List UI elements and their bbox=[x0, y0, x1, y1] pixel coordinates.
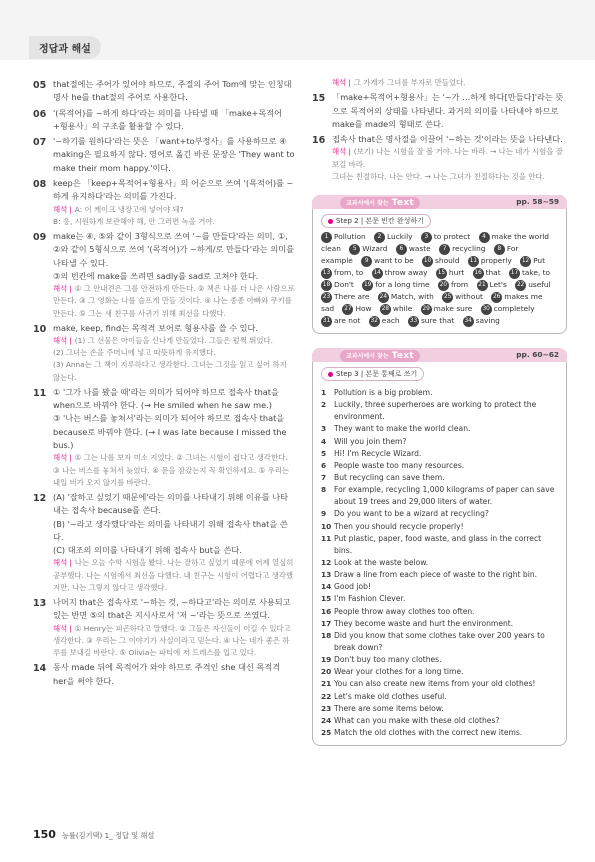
sentence-text: Hi! I'm Recycle Wizard. bbox=[334, 448, 422, 458]
blank-answer-text: from, to bbox=[334, 268, 364, 277]
blank-answer-text: take, to bbox=[521, 268, 551, 277]
sentence-text: Don't buy too many clothes. bbox=[334, 655, 442, 665]
header-band bbox=[0, 0, 595, 60]
answer-item bbox=[33, 135, 295, 175]
bullet-dot-icon bbox=[328, 372, 333, 377]
blank-answer-text: Match, with bbox=[390, 292, 434, 301]
step-label bbox=[321, 367, 424, 381]
blank-answer-text: useful bbox=[528, 280, 551, 289]
answer-item bbox=[33, 177, 295, 228]
sentence-row bbox=[321, 448, 558, 460]
text-tag-title: Text bbox=[391, 351, 415, 361]
blank-number: 30 bbox=[481, 304, 492, 315]
sentence-number: 25 bbox=[321, 727, 332, 737]
page-footer bbox=[33, 828, 154, 841]
blank-number: 28 bbox=[380, 304, 391, 315]
sentence-text: For example, recycling 1,000 kilograms of paper can save about 19 trees and 29,000 liters of water. bbox=[334, 485, 555, 507]
sentence-row bbox=[321, 581, 558, 593]
item-explanation: 나머지 that은 접속사로 '~하는 것, ~하다고'라는 의미로 사용되고 있는 반면 ⑤의 that은 지시사로서 '저 ~'라는 뜻으로 쓰였다. bbox=[53, 597, 291, 621]
blank-number: 17 bbox=[509, 268, 520, 279]
blank-answer bbox=[477, 280, 507, 289]
sentence-number: 24 bbox=[321, 715, 332, 725]
sentence-text: People waste too many resources. bbox=[334, 460, 465, 470]
blank-answer bbox=[442, 292, 483, 301]
answer-item bbox=[33, 322, 295, 384]
blank-answer-text: clean bbox=[321, 244, 341, 253]
sentence-text: Match the old clothes with the correct new items. bbox=[334, 727, 523, 737]
item-explanation: make, keep, find는 목적격 보어로 형용사를 쓸 수 있다. bbox=[53, 322, 259, 333]
step-title: Step 3 | 본문 통째로 쓰기 bbox=[336, 370, 418, 378]
blank-answer-text: throw away bbox=[384, 268, 428, 277]
item-explanation: '(목적어)를 ~하게 하다'라는 의미를 나타낼 때 「make+목적어+형용사」의 구조를 활용할 수 있다. bbox=[53, 107, 283, 131]
blank-number: 22 bbox=[515, 280, 526, 291]
section-title: 정답과 해설 bbox=[29, 36, 101, 59]
blank-answer-text: each bbox=[381, 316, 400, 325]
blank-answer bbox=[378, 292, 434, 301]
sentence-number: 9 bbox=[321, 509, 327, 519]
answer-item bbox=[33, 230, 295, 320]
page-range: pp. 60~62 bbox=[516, 350, 559, 359]
blank-number: 11 bbox=[468, 256, 479, 267]
translation bbox=[53, 283, 295, 320]
translation-text: ① 그는 나를 보자 미소 지었다. ② 그녀는 시험이 쉽다고 생각한다. ③ 나는 버스를 놓쳐서 늦었다. ④ 문을 잠갔는지 꼭 확인하세요. ⑤ 우리는 내일 비가 오지 않기를 바란다. bbox=[53, 453, 290, 487]
blank-answer bbox=[321, 304, 334, 313]
blank-answer-text: For bbox=[506, 244, 519, 253]
blank-number: 21 bbox=[477, 280, 488, 291]
translation-text: ① Henry는 피곤하다고 말했다. ② 그들은 자신들이 이길 수 있다고 생각한다. ③ 우리는 그 이야기가 사실이라고 믿는다. ④ 나는 네가 좋은 하루를 보내길 바란다. ⑤ Olivia는 파티에 저 드레스를 입고 있다. bbox=[53, 623, 291, 658]
blank-answer bbox=[515, 280, 550, 289]
text-tag-title: Text bbox=[391, 198, 415, 208]
blank-answer-text: want to be bbox=[374, 256, 414, 265]
blank-answer-text: Pollution bbox=[334, 232, 366, 241]
blank-answer bbox=[473, 268, 501, 277]
sentence-row bbox=[321, 484, 558, 508]
translation-text: A: 이 케이크 냉장고에 넣어야 돼? B: 응, 시원하게 보관해야 해, 안 그러면 녹을 거야. bbox=[53, 204, 215, 226]
divider: | bbox=[69, 336, 72, 346]
blank-answer bbox=[321, 316, 360, 325]
item-number: 07 bbox=[33, 137, 47, 149]
sentence-row bbox=[321, 521, 558, 533]
sentence-text: You can also create new items from your old clothes! bbox=[334, 679, 536, 689]
answer-item bbox=[33, 386, 295, 489]
sentence-number: 7 bbox=[321, 472, 327, 482]
right-items bbox=[312, 91, 567, 183]
item-explanation: '~하기를 원하다'라는 뜻은 「want+to부정사」를 사용하므로 ④ making은 필요하지 않다. 영어로 옮긴 바른 문장은 'They want to make their mom happy.'이다. bbox=[53, 136, 295, 173]
blank-answer bbox=[422, 256, 460, 265]
blank-number: 8 bbox=[494, 244, 505, 255]
divider: | bbox=[69, 558, 72, 568]
sentence-row bbox=[321, 436, 558, 448]
blank-answer-text: How bbox=[355, 304, 372, 313]
translation bbox=[53, 204, 295, 228]
text-box-step3 bbox=[312, 348, 567, 746]
blank-answer-text: Let's bbox=[489, 280, 507, 289]
sentence-row bbox=[321, 593, 558, 605]
sentence-number: 3 bbox=[321, 424, 327, 434]
blank-number: 18 bbox=[321, 280, 332, 291]
blank-answer bbox=[321, 232, 366, 241]
blank-answer bbox=[321, 256, 353, 265]
blank-answer bbox=[509, 268, 550, 277]
blank-answer bbox=[520, 256, 545, 265]
sentence-text: Let's make old clothes useful. bbox=[334, 691, 447, 701]
sentence-text: I'm Fashion Clever. bbox=[334, 594, 406, 604]
text-box-header bbox=[312, 195, 567, 209]
blank-answer-text: recycling bbox=[452, 244, 486, 253]
textbook-tag-label: 교과서에서 찾는 bbox=[346, 353, 389, 360]
page-range: pp. 58~59 bbox=[516, 197, 559, 206]
sentence-row bbox=[321, 606, 558, 618]
step-label bbox=[321, 214, 431, 228]
sentence-text: But recycling can save them. bbox=[334, 472, 445, 482]
blank-number: 6 bbox=[396, 244, 407, 255]
sentence-text: Pollution is a big problem. bbox=[334, 388, 433, 397]
translation-label: 해석 bbox=[53, 453, 68, 463]
item-number: 11 bbox=[33, 387, 47, 399]
blank-answer-text: to protect bbox=[433, 232, 471, 241]
translation-label: 해석 bbox=[53, 558, 68, 568]
sentence-text: Look at the waste below. bbox=[334, 557, 429, 567]
item-explanation: (A) '잘하고 싶었기 때문에'라는 의미를 나타내기 위해 이유를 나타내는 접속사 because를 쓴다. (B) '~라고 생각했다'라는 의미를 나타내기 위해 접속사 that을 쓴다. (C) 대조의 의미를 나타내기 위해 접속사 but을 쓴다. bbox=[53, 491, 289, 556]
sentence-number: 21 bbox=[321, 679, 332, 689]
blank-answer bbox=[408, 316, 454, 325]
item-explanation: that절에는 주어가 있어야 하므로, 주절의 주어 Tom에 맞는 인칭대명사 he를 that절의 주어로 사용한다. bbox=[53, 79, 292, 103]
sentence-row bbox=[321, 654, 558, 666]
divider: | bbox=[69, 284, 72, 294]
sentence-number: 8 bbox=[321, 485, 327, 495]
blank-answer bbox=[421, 304, 473, 313]
item-explanation: keep은 「keep+목적어+형용사」의 어순으로 쓰여 '(목적어)를 ~하게 유지하다'라는 의미를 가진다. bbox=[53, 177, 294, 202]
bullet-dot-icon bbox=[328, 219, 333, 224]
blank-answer bbox=[321, 280, 354, 289]
blank-answer-text: while bbox=[392, 304, 413, 313]
item-explanation: 「make+목적어+형용사」는 '~가 …하게 하다[만들다]'라는 뜻으로 목적어의 상태를 나타낸다. 과거의 의미를 나타내야 하므로 make를 made의 형태로 쓴다. bbox=[332, 92, 564, 129]
blank-number: 25 bbox=[442, 292, 453, 303]
sentence-text: Did you know that some clothes take over 200 years to break down? bbox=[334, 630, 545, 652]
sentence-row bbox=[321, 630, 558, 654]
answer-item bbox=[33, 78, 295, 105]
sentence-row bbox=[321, 569, 558, 581]
divider: | bbox=[69, 204, 72, 214]
blank-answer-text: without bbox=[455, 292, 483, 301]
sentence-number: 19 bbox=[321, 655, 332, 665]
sentence-number: 15 bbox=[321, 594, 332, 604]
sentence-row bbox=[321, 533, 558, 557]
blank-answer bbox=[479, 232, 549, 241]
sentence-row bbox=[321, 423, 558, 435]
sentence-text: They become waste and hurt the environment. bbox=[334, 618, 514, 628]
blank-number: 13 bbox=[321, 268, 332, 279]
blank-answer-text: example bbox=[321, 256, 353, 265]
sentence-row bbox=[321, 678, 558, 690]
translation-label: 해석 bbox=[53, 623, 68, 633]
sentence-number: 13 bbox=[321, 570, 332, 580]
blank-answer bbox=[421, 232, 470, 241]
blank-answer-text: that bbox=[485, 268, 501, 277]
sentence-row bbox=[321, 691, 558, 703]
sentence-number: 14 bbox=[321, 582, 332, 592]
blank-answer-text: Don't bbox=[334, 280, 354, 289]
sentence-row bbox=[321, 703, 558, 715]
textbook-tag-label: 교과서에서 찾는 bbox=[346, 200, 389, 207]
sentence-text: What can you make with these old clothes? bbox=[334, 715, 500, 725]
blank-answer bbox=[491, 292, 542, 301]
sentence-row bbox=[321, 618, 558, 630]
blank-answer-text: saving bbox=[475, 316, 500, 325]
blank-answer bbox=[342, 304, 371, 313]
translation-14: 해석 | 그 가게가 그녀를 부자로 만들었다. bbox=[332, 78, 466, 87]
answer-item bbox=[33, 107, 295, 134]
blank-number: 24 bbox=[378, 292, 389, 303]
item-explanation: 동사 made 뒤에 목적어가 와야 하므로 주격인 she 대신 목적격 her을 써야 한다. bbox=[53, 662, 281, 686]
item-number: 16 bbox=[312, 135, 326, 147]
blank-number: 34 bbox=[463, 316, 474, 327]
blank-number: 15 bbox=[436, 268, 447, 279]
blank-answer-text: make sure bbox=[433, 304, 473, 313]
sentence-number: 6 bbox=[321, 460, 327, 470]
sentence-number: 20 bbox=[321, 667, 332, 677]
sentence-list bbox=[321, 387, 558, 739]
divider: | bbox=[348, 147, 351, 157]
blank-number: 1 bbox=[321, 232, 332, 243]
translation-label: 해석 bbox=[53, 336, 68, 346]
blank-answer bbox=[494, 244, 519, 253]
blank-answer-text: make the world bbox=[491, 232, 549, 241]
text-box-step2 bbox=[312, 195, 567, 334]
sentence-number: 12 bbox=[321, 557, 332, 567]
blank-answer-text: are not bbox=[334, 316, 361, 325]
sentence-row bbox=[321, 557, 558, 569]
page-number: 150 bbox=[33, 828, 56, 841]
answer-item bbox=[312, 91, 567, 131]
sentence-row bbox=[321, 666, 558, 678]
sentence-row bbox=[321, 727, 558, 739]
sentence-number: 1 bbox=[321, 388, 327, 397]
sentence-text: Then you should recycle properly! bbox=[334, 521, 464, 531]
textbook-tag bbox=[340, 197, 420, 209]
blank-number: 14 bbox=[372, 268, 383, 279]
blank-answer bbox=[481, 304, 535, 313]
item-number: 05 bbox=[33, 80, 47, 91]
blank-number: 4 bbox=[479, 232, 490, 243]
sentence-text: Luckily, three superheroes are working to protect the environment. bbox=[334, 400, 537, 422]
blank-number: 29 bbox=[421, 304, 432, 315]
blank-answer bbox=[361, 256, 414, 265]
textbook-tag bbox=[340, 350, 420, 362]
sentence-number: 5 bbox=[321, 448, 327, 458]
blank-answer bbox=[396, 244, 431, 253]
translation-label: 해석 bbox=[53, 204, 68, 214]
blank-answer bbox=[362, 280, 429, 289]
step-title: Step 2 | 본문 빈칸 완성하기 bbox=[336, 217, 424, 225]
blank-number: 27 bbox=[342, 304, 353, 315]
sentence-number: 18 bbox=[321, 630, 332, 640]
sentence-number: 11 bbox=[321, 533, 332, 543]
translation-text: ① 그 안내견은 그를 안전하게 만든다. ② 책은 나를 더 나은 사람으로 만든다. ③ 그 영화는 나를 슬프게 만들 것이다. ④ 나는 종종 아빠와 쿠키를 만든다. ⑤ 그는 새 친구를 사귀기 위해 최선을 다했다. bbox=[53, 284, 295, 318]
blank-number: 9 bbox=[361, 256, 372, 267]
blank-answer bbox=[349, 244, 387, 253]
blank-number: 5 bbox=[349, 244, 360, 255]
translation-label: 해석 bbox=[53, 284, 68, 294]
sentence-row bbox=[321, 472, 558, 484]
sentence-row bbox=[321, 387, 558, 399]
sentence-text: People throw away clothes too often. bbox=[334, 606, 475, 616]
blank-number: 23 bbox=[321, 292, 332, 303]
blank-answer-text: from bbox=[450, 280, 469, 289]
blank-answer-text: Put bbox=[533, 256, 545, 265]
sentence-text: There are some items below. bbox=[334, 703, 444, 713]
sentence-row bbox=[321, 508, 558, 520]
blank-answer-text: completely bbox=[493, 304, 535, 313]
blank-number: 20 bbox=[438, 280, 449, 291]
translation bbox=[53, 557, 295, 594]
blank-answer bbox=[439, 244, 485, 253]
item-explanation: 접속사 that은 명사절을 이끌어 '~하는 것'이라는 뜻을 나타낸다. bbox=[332, 134, 563, 145]
translation-text: (1) 그 선물은 아이들을 신나게 만들었다. 그들은 펄쩍 뛰었다. (2) 그녀는 손을 주머니에 넣고 따뜻하게 유지했다. (3) Anna는 그 책이 지루하다고 생각한다. 그녀는 그것을 읽고 싶어 하지 않는다. bbox=[53, 336, 287, 382]
sentence-text: They want to make the world clean. bbox=[334, 424, 471, 434]
sentence-number: 16 bbox=[321, 606, 332, 616]
sentence-text: Do you want to be a wizard at recycling? bbox=[334, 509, 489, 519]
sentence-row bbox=[321, 715, 558, 727]
sentence-number: 22 bbox=[321, 691, 332, 701]
blank-answer bbox=[468, 256, 512, 265]
item-number: 08 bbox=[33, 178, 47, 190]
blank-answer-text: There are bbox=[334, 292, 370, 301]
item-number: 09 bbox=[33, 231, 47, 243]
translation bbox=[53, 335, 295, 384]
blank-answer-text: sure that bbox=[420, 316, 455, 325]
translation-text: (보기) 나는 시험을 잘 볼 거야. 나는 바라. → 나는 네가 시험을 잘 보길 바라. 그녀는 친절하다. 나는 안다. → 나는 그녀가 친절하다는 것을 안다. bbox=[332, 147, 563, 181]
blank-number: 33 bbox=[408, 316, 419, 327]
sentence-number: 10 bbox=[321, 521, 332, 531]
blank-number: 16 bbox=[473, 268, 484, 279]
blank-number: 26 bbox=[491, 292, 502, 303]
blank-number: 12 bbox=[520, 256, 531, 267]
blank-number: 32 bbox=[369, 316, 380, 327]
blank-number: 31 bbox=[321, 316, 332, 327]
sentence-number: 23 bbox=[321, 703, 332, 713]
blank-answer bbox=[374, 232, 413, 241]
item-number: 13 bbox=[33, 598, 47, 610]
sentence-text: Put plastic, paper, food waste, and glass in the correct bins. bbox=[334, 533, 542, 555]
blank-answer-text: hurt bbox=[448, 268, 465, 277]
item-number: 10 bbox=[33, 323, 47, 335]
item-explanation: make는 ④, ⑤와 같이 3형식으로 쓰여 '~를 만들다'라는 의미, ①, ②와 같이 5형식으로 쓰여 '(목적어)가 ~하게/로 만들다'라는 의미를 나타낼 수 있다. ③의 빈칸에 make를 쓰려면 sadly를 sad로 고쳐야 한다. bbox=[53, 230, 295, 281]
right-column bbox=[312, 78, 567, 746]
translation-text: 나는 오늘 수학 시험을 봤다. 나는 잘하고 싶었기 때문에 어제 열심히 공부했다. 나는 시험에서 최선을 다했다. 내 친구는 시험이 어렵다고 생각했지만, 나는 그렇지 않다고 생각했다. bbox=[53, 558, 294, 592]
blank-number: 10 bbox=[422, 256, 433, 267]
blank-number: 19 bbox=[362, 280, 373, 291]
sentence-text: Wear your clothes for a long time. bbox=[334, 667, 464, 677]
blank-answer-text: should bbox=[435, 256, 460, 265]
sentence-text: Good job! bbox=[334, 582, 372, 592]
translation-label: 해석 bbox=[332, 78, 347, 87]
blank-number: 2 bbox=[374, 232, 385, 243]
answer-item bbox=[33, 596, 295, 659]
translation bbox=[53, 452, 295, 489]
blank-answer-list bbox=[321, 231, 558, 327]
translation bbox=[332, 146, 567, 183]
blank-answer bbox=[436, 268, 464, 277]
sentence-text: Will you join them? bbox=[334, 436, 407, 446]
blank-answer bbox=[321, 268, 363, 277]
answer-item bbox=[33, 661, 295, 688]
blank-number: 3 bbox=[421, 232, 432, 243]
sentence-row bbox=[321, 460, 558, 472]
blank-answer bbox=[380, 304, 412, 313]
blank-answer bbox=[321, 292, 369, 301]
blank-answer-text: makes me bbox=[504, 292, 543, 301]
left-column bbox=[33, 78, 295, 690]
blank-answer-text: for a long time bbox=[375, 280, 430, 289]
blank-answer bbox=[369, 316, 400, 325]
blank-answer-text: sad bbox=[321, 304, 335, 313]
sentence-text: Draw a line from each piece of waste to the right bin. bbox=[334, 570, 538, 580]
divider: | bbox=[69, 623, 72, 633]
translation bbox=[53, 623, 295, 660]
footer-text: 능률(김기택) 1_ 정답 및 해설 bbox=[61, 831, 155, 840]
text-box-header bbox=[312, 348, 567, 362]
divider: | bbox=[69, 453, 72, 463]
translation-text: 그 가게가 그녀를 부자로 만들었다. bbox=[353, 78, 466, 87]
blank-answer-text: Wizard bbox=[362, 244, 388, 253]
blank-answer bbox=[321, 244, 341, 253]
item-number: 12 bbox=[33, 492, 47, 504]
sentence-number: 2 bbox=[321, 400, 327, 410]
blank-number: 7 bbox=[439, 244, 450, 255]
answer-item bbox=[33, 491, 295, 594]
sentence-number: 17 bbox=[321, 618, 332, 628]
blank-answer-text: properly bbox=[480, 256, 512, 265]
blank-answer-text: Luckily bbox=[387, 232, 413, 241]
blank-answer bbox=[463, 316, 500, 325]
blank-answer-text: waste bbox=[408, 244, 431, 253]
blank-answer bbox=[438, 280, 468, 289]
item-explanation: ① '그가 나를 봤을 때'라는 의미가 되어야 하므로 접속사 that을 when으로 바꿔야 한다. (→ He smiled when he saw me.) ③ '나는 버스를 놓쳐서'라는 의미가 되어야 하므로 접속사 that을 because로 바꿔야 한다. (→ I was late because I missed the bus.) bbox=[53, 386, 287, 451]
blank-answer bbox=[372, 268, 428, 277]
answer-item bbox=[312, 133, 567, 183]
sentence-number: 4 bbox=[321, 436, 327, 446]
item-number: 06 bbox=[33, 108, 47, 120]
sentence-row bbox=[321, 399, 558, 423]
item-number: 15 bbox=[312, 93, 326, 105]
translation-label: 해석 bbox=[332, 147, 347, 157]
item-number: 14 bbox=[33, 663, 47, 675]
